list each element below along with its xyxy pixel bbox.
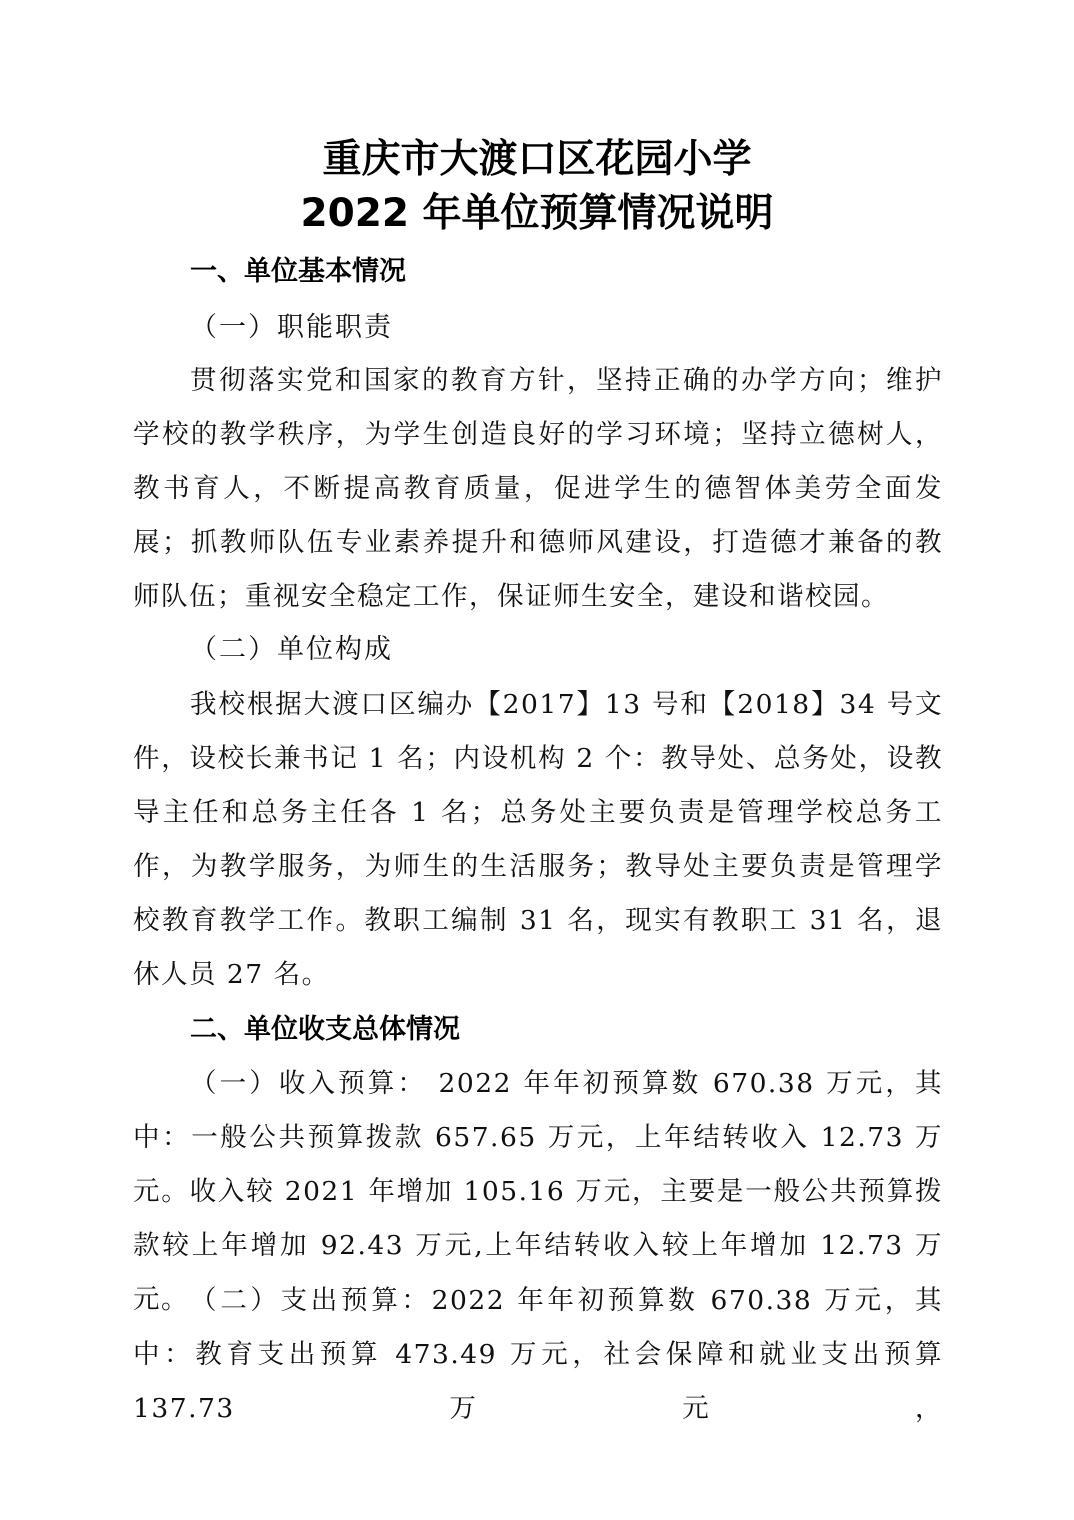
section2-expense-paragraph: （二）支出预算：2022 年年初预算数 670.38 万元，其中：教育支出预算 473.49 万元，社会保障和就业支出预算 137.73 万元，	[133, 1285, 943, 1424]
document-title-line1: 重庆市大渡口区花园小学	[322, 137, 752, 182]
section1-sub2-heading: （二）单位构成	[190, 634, 393, 665]
section1-sub1-heading: （一）职能职责	[190, 312, 393, 343]
section1-heading: 一、单位基本情况	[190, 256, 406, 287]
section1-sub1-paragraph: 贯彻落实党和国家的教育方针，坚持正确的办学方向；维护学校的教学秩序，为学生创造良好的学习环境；坚持立德树人，教书育人，不断提高教育质量，促进学生的德智体美劳全面发展；抓教师队伍专业素养提升和德师风建设，打造德才兼备的教师队伍；重视安全稳定工作，保证师生安全，建设和谐校园。	[133, 365, 943, 612]
document-title-line2: 2022 年单位预算情况说明	[300, 191, 774, 236]
section2-heading: 二、单位收支总体情况	[190, 1014, 460, 1045]
section2-income-paragraph: （一）收入预算： 2022 年年初预算数 670.38 万元，其中：一般公共预算拨款 657.65 万元，上年结转收入 12.73 万元。收入较 2021 年增加 105.16 万元，主要是一般公共预算拨款较上年增加 92.43 万元,上年结转收入较上年增加 12.73 万元。	[133, 1068, 943, 1315]
section1-sub2-paragraph: 我校根据大渡口区编办【2017】13 号和【2018】34 号文件，设校长兼书记 1 名；内设机构 2 个：教导处、总务处，设教导主任和总务主任各 1 名；总务处主要负责是管理学校总务工作，为教学服务，为师生的生活服务；教导处主要负责是管理学校教育教学工作。教职工编制 31 名，现实有教职工 31 名，退休人员 27 名。	[133, 689, 943, 990]
